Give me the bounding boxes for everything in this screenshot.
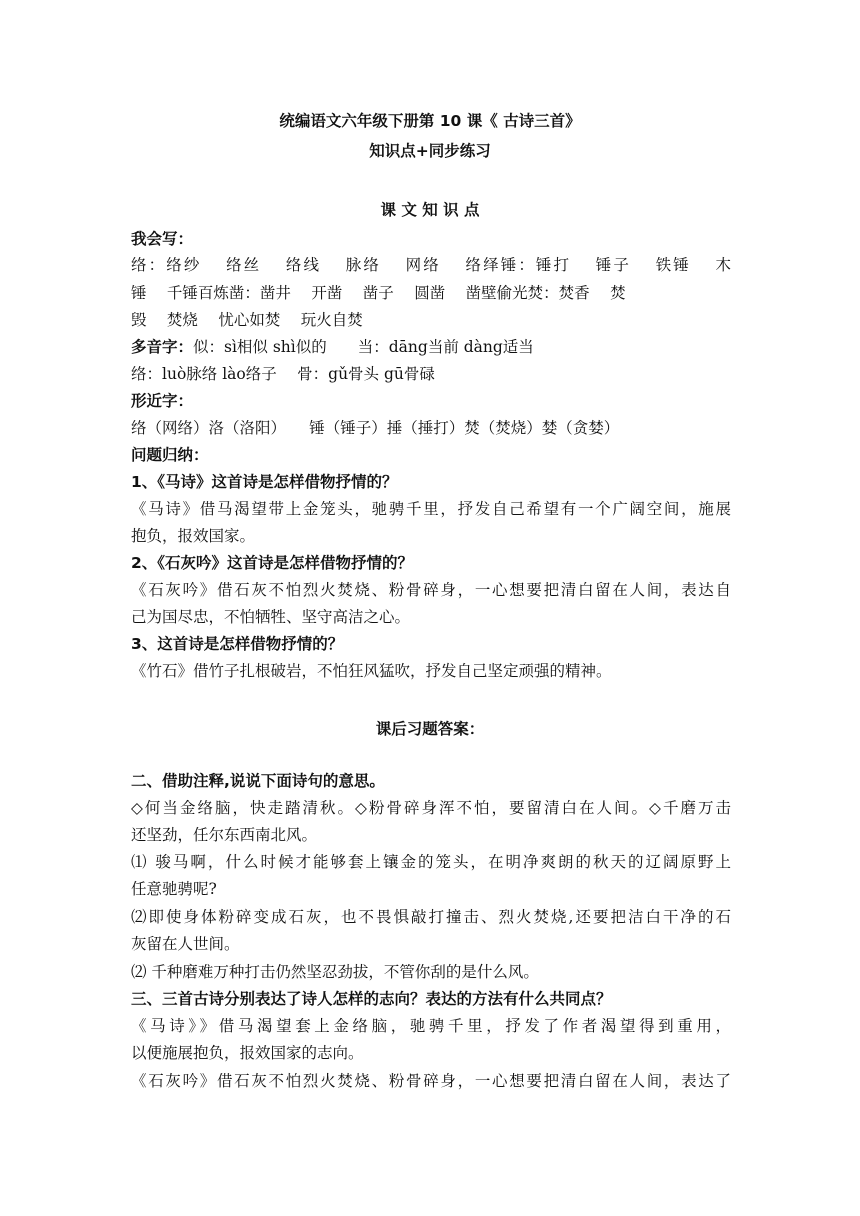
polyphone-line-2: 络：luò脉络 lào络子 骨：gǔ骨头 gū骨碌 [131,365,435,383]
polyphone-label: 多音字： [131,338,194,356]
polyphone-line-1 [131,337,731,357]
answer-2-line-2: 己为国尽忠，不怕牺牲、坚守高洁之心。 [131,608,411,626]
answer-1-line-1: 《马诗》借马渴望带上金笼头，驰骋千里，抒发自己希望有一个广阔空间，施展 [131,500,731,518]
similar-line: 络（网络）洛（洛阳） 锤（锤子）捶（捶打）焚（焚烧）婪（贪婪） [131,419,620,437]
write-line-2: 锤 千锤百炼凿：凿井 开凿 凿子 圆凿 凿壁偷光焚：焚香 焚 [131,284,626,302]
similar-heading: 形近字： [131,392,194,410]
section-heading-knowledge: 课 文 知 识 点 [380,201,480,219]
exercise-3-answer-1-line-2: 以便施展抱负，报效国家的志向。 [131,1044,364,1062]
document-subtitle: 知识点+同步练习 [369,142,491,160]
exercise-2-answer-2-line-2: 灰留在人世间。 [131,935,240,953]
write-line-3: 毁 焚烧 忧心如焚 玩火自焚 [131,311,363,329]
exercise-2-answer-1-line-1: ⑴ 骏马啊，什么时候才能够套上镶金的笼头，在明净爽朗的秋天的辽阔原野上 [131,853,731,871]
answer-1-line-2: 抱负，报效国家。 [131,527,256,545]
polyphone-text-1: 似：sì相似 shì似的 当：dāng当前 dàng适当 [193,338,534,356]
write-line-1: 络：络纱 络丝 络线 脉络 网络 络绎锤：锤打 锤子 铁锤 木 [131,256,731,274]
exercise-2-answer-2-line-1: ⑵即使身体粉碎变成石灰，也不畏惧敲打撞击、烈火焚烧,还要把洁白干净的石 [131,908,731,926]
exercise-2-answer-1-line-2: 任意驰骋呢? [131,880,217,898]
document-title: 统编语文六年级下册第 10 课《 古诗三首》 [279,112,581,130]
write-heading: 我会写： [131,230,194,248]
exercise-3-answer-1-line-1: 《马诗》》借马渴望套上金络脑，驰骋千里，抒发了作者渴望得到重用， [131,1017,731,1035]
exercise-2-prompt-line-1: ◇何当金络脑，快走踏清秋。◇粉骨碎身浑不怕，要留清白在人间。◇千磨万击 [131,799,731,817]
question-3: 3、这首诗是怎样借物抒情的？ [131,635,344,653]
question-1: 1、《马诗》这首诗是怎样借物抒情的？ [131,473,398,491]
answer-3-line-1: 《竹石》借竹子扎根破岩，不怕狂风猛吹，抒发自己坚定顽强的精神。 [131,662,612,680]
summary-heading: 问题归纳： [131,446,209,464]
exercise-3-heading: 三、三首古诗分别表达了诗人怎样的志向？表达的方法有什么共同点？ [131,990,612,1008]
section-heading-answers: 课后习题答案： [375,720,485,738]
exercise-2-answer-3-line-1: ⑵ 千种磨难万种打击仍然坚忍劲拔，不管你刮的是什么风。 [131,963,539,981]
answer-2-line-1: 《石灰吟》借石灰不怕烈火焚烧、粉骨碎身，一心想要把清白留在人间，表达自 [131,581,731,599]
exercise-2-heading: 二、借助注释,说说下面诗句的意思。 [131,772,385,790]
exercise-2-prompt-line-2: 还坚劲，任尔东西南北风。 [131,826,318,844]
question-2: 2、《石灰吟》这首诗是怎样借物抒情的？ [131,554,414,572]
exercise-3-answer-2-line-1: 《石灰吟》借石灰不怕烈火焚烧、粉骨碎身，一心想要把清白留在人间，表达了 [131,1072,731,1090]
